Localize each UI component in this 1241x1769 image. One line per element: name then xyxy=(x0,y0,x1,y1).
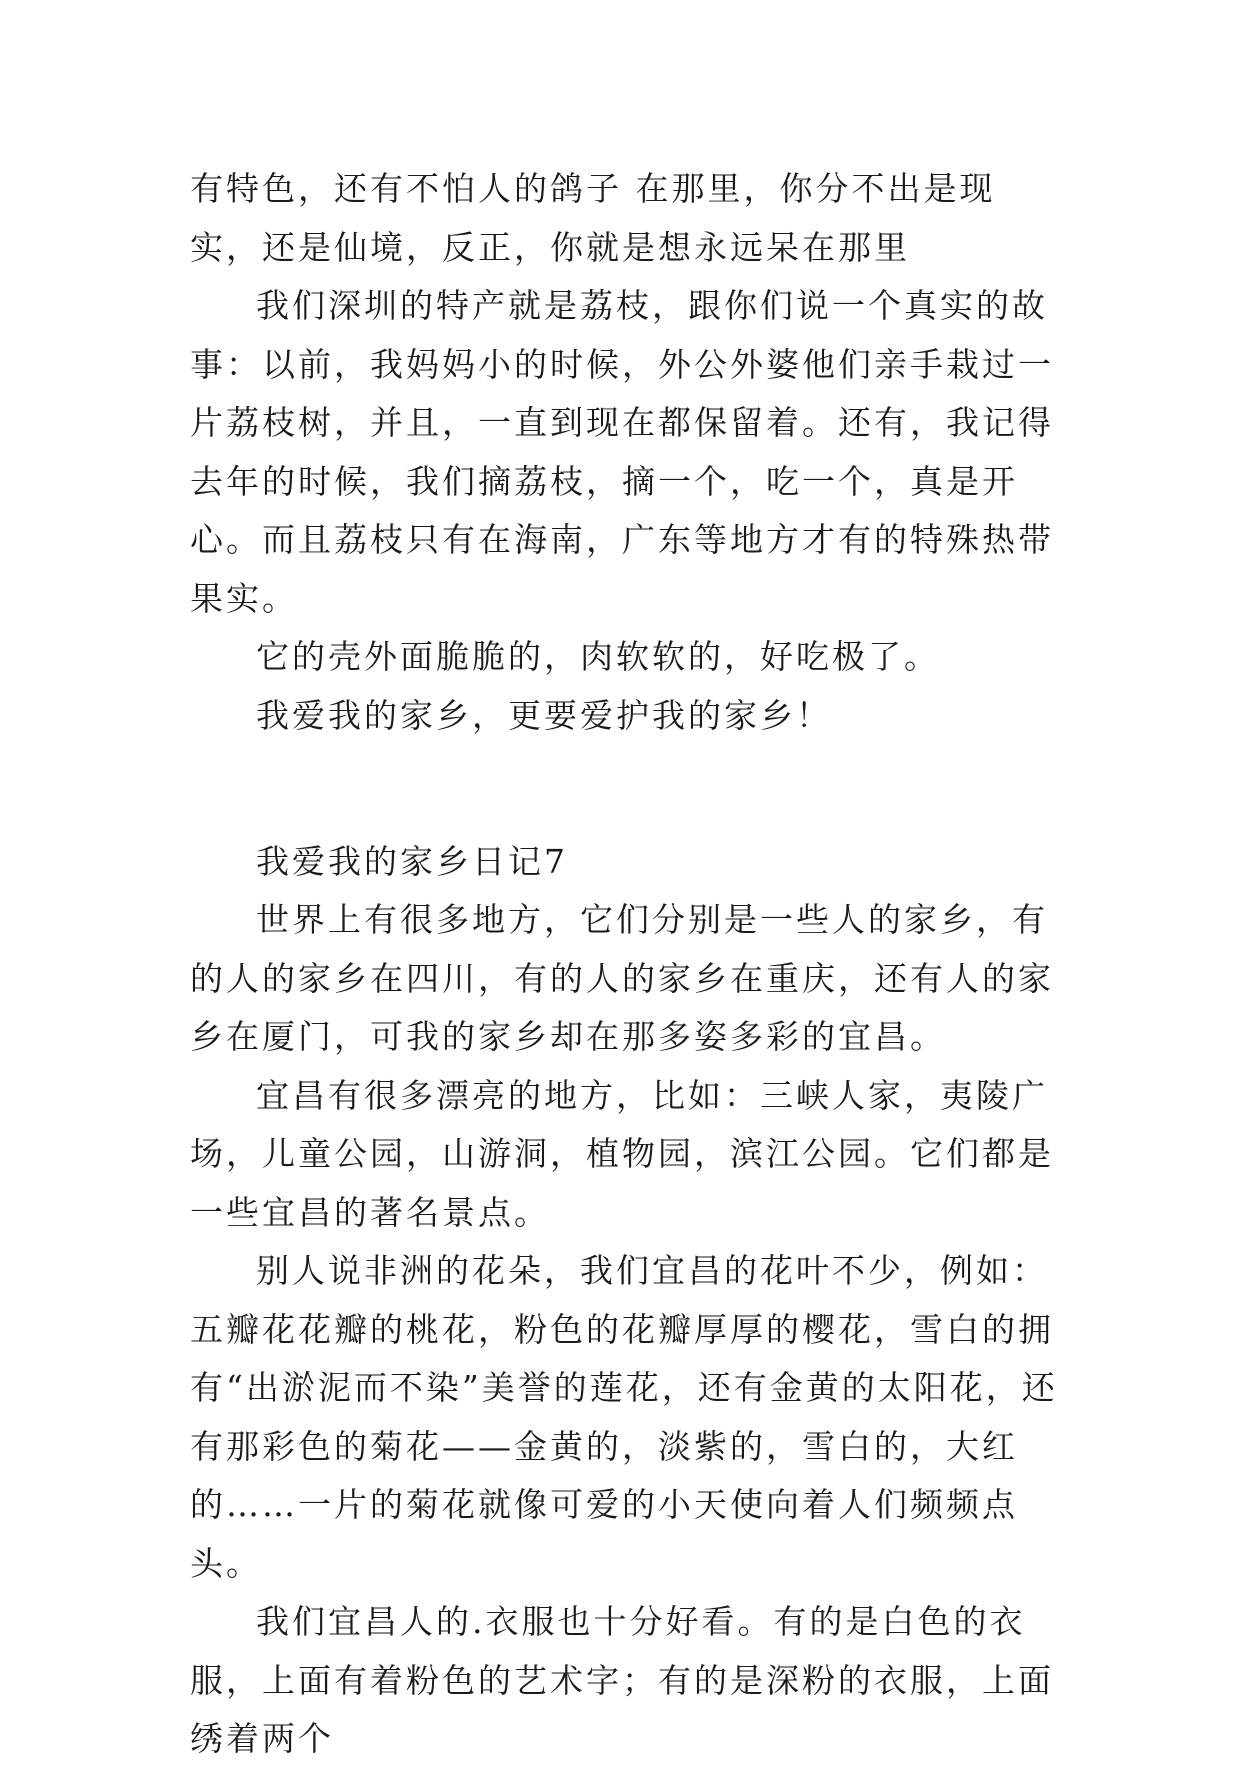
paragraph: 别人说非洲的花朵，我们宜昌的花叶不少，例如：五瓣花花瓣的桃花，粉色的花瓣厚厚的樱花，雪白的拥有“出淤泥而不染”美誉的莲花，还有金黄的太阳花，还有那彩色的菊花——金黄的，淡紫的，雪白的，大红的……一片的菊花就像可爱的小天使向着人们频频点头。 xyxy=(190,1251,1058,1583)
section-title: 我爱我的家乡日记7 xyxy=(256,841,568,881)
document-body xyxy=(190,160,1060,1769)
paragraph: 它的壳外面脆脆的，肉软软的，好吃极了。 xyxy=(256,637,940,676)
paragraph: 我爱我的家乡，更要爱护我的家乡！ xyxy=(256,695,832,735)
paragraph: 我们宜昌人的.衣服也十分好看。有的是白色的衣服，上面有着粉色的艺术字；有的是深粉的衣服，上面绣着两个 xyxy=(190,1602,1054,1758)
paragraph: 世界上有很多地方，它们分别是一些人的家乡，有的人的家乡在四川，有的人的家乡在重庆，还有人的家乡在厦门，可我的家乡却在那多姿多彩的宜昌。 xyxy=(190,900,1054,1056)
paragraph: 宜昌有很多漂亮的地方，比如：三峡人家，夷陵广场，儿童公园，山游洞，植物园，滨江公园。它们都是一些宜昌的著名景点。 xyxy=(190,1075,1054,1232)
paragraph: 有特色，还有不怕人的鸽子 在那里，你分不出是现实，还是仙境，反正，你就是想永远呆在那里 xyxy=(190,169,996,267)
paragraph: 我们深圳的特产就是荔枝，跟你们说一个真实的故事：以前，我妈妈小的时候，外公外婆他们亲手栽过一片荔枝树，并且，一直到现在都保留着。还有，我记得去年的时候，我们摘荔枝，摘一个，吃一个，真是开心。而且荔枝只有在海南，广东等地方才有的特殊热带果实。 xyxy=(190,286,1054,618)
